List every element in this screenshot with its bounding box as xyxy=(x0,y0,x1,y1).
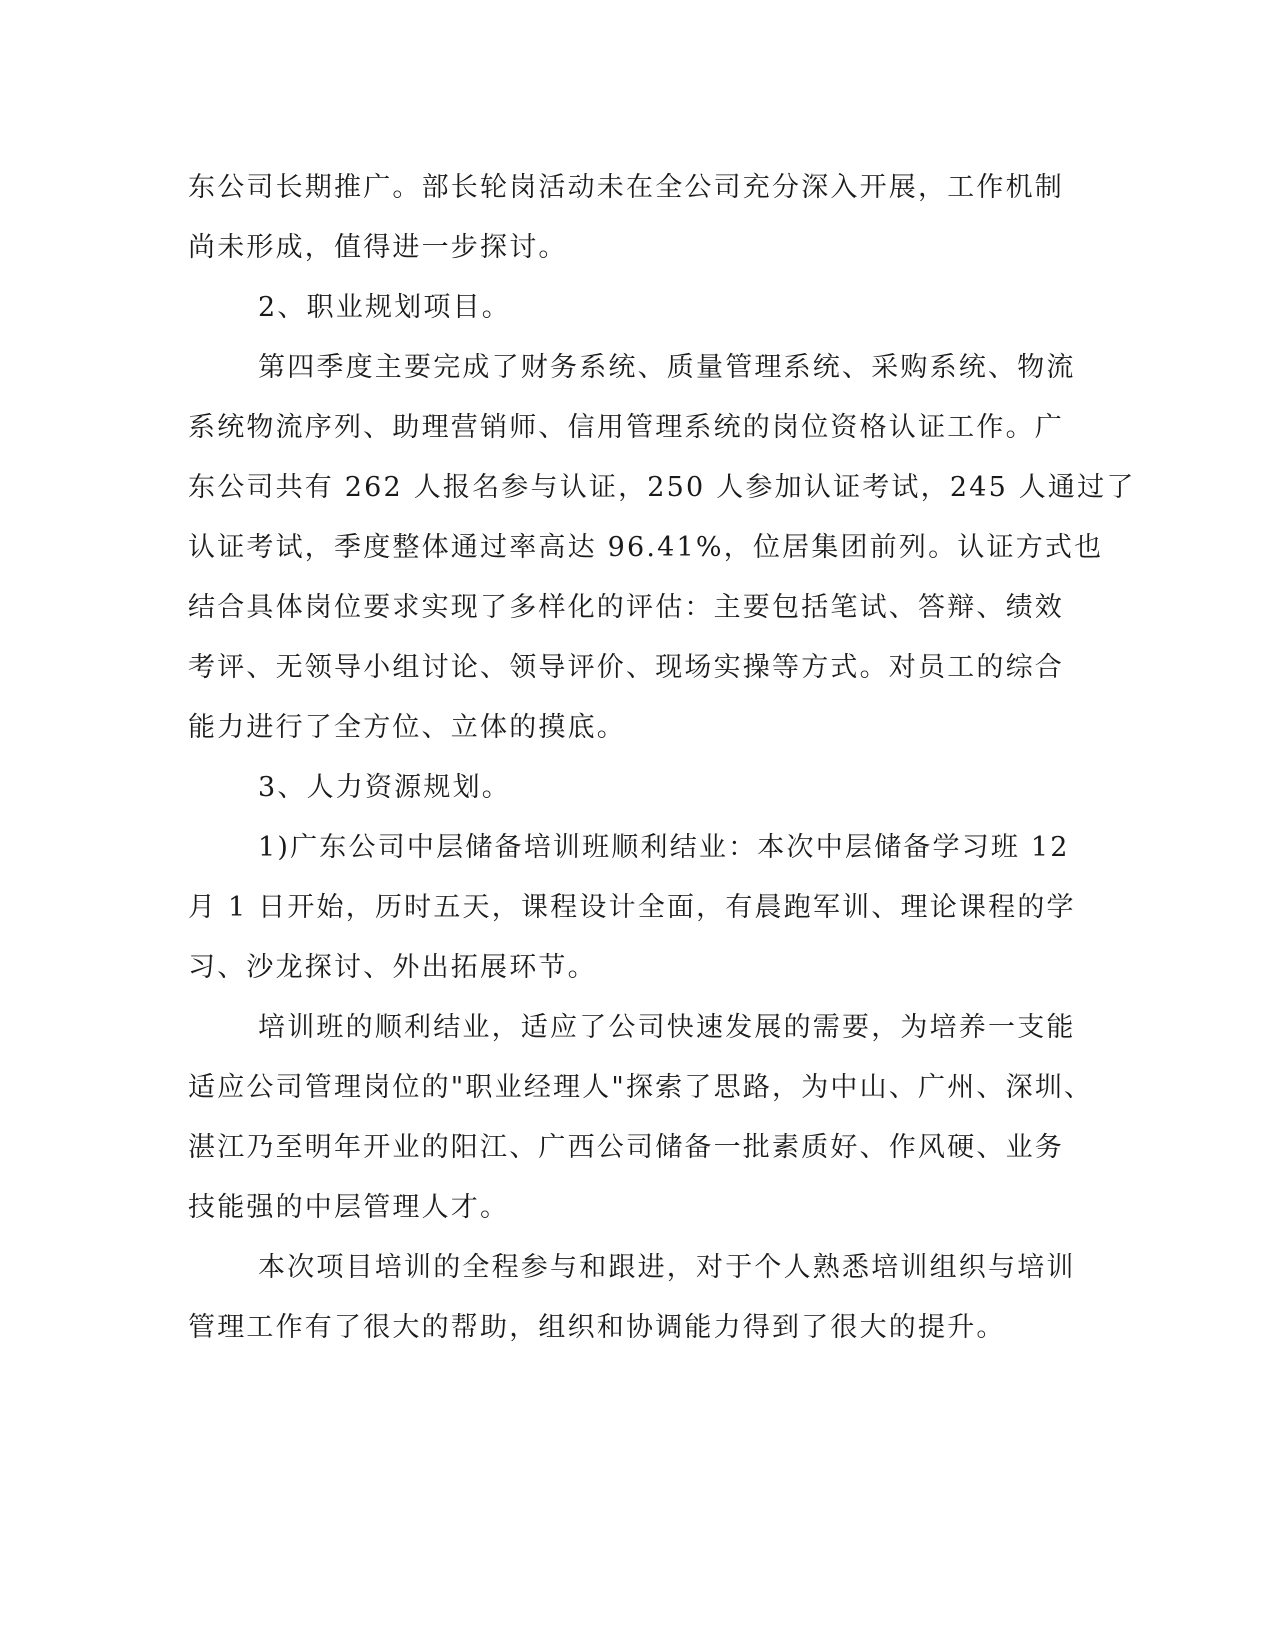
text-line: 结合具体岗位要求实现了多样化的评估：主要包括笔试、答辩、绩效 xyxy=(188,592,1064,623)
text-line: 能力进行了全方位、立体的摸底。 xyxy=(188,712,626,743)
text-line: 1)广东公司中层储备培训班顺利结业：本次中层储备学习班 12 xyxy=(258,832,1070,863)
text-line: 适应公司管理岗位的"职业经理人"探索了思路，为中山、广州、深圳、 xyxy=(188,1072,1094,1103)
text-line: 第四季度主要完成了财务系统、质量管理系统、采购系统、物流 xyxy=(258,352,1076,383)
text-line: 培训班的顺利结业，适应了公司快速发展的需要，为培养一支能 xyxy=(258,1012,1076,1043)
text-line: 系统物流序列、助理营销师、信用管理系统的岗位资格认证工作。广 xyxy=(188,412,1064,443)
text-line: 考评、无领导小组讨论、领导评价、现场实操等方式。对员工的综合 xyxy=(188,652,1064,683)
text-line: 东公司共有 262 人报名参与认证，250 人参加认证考试，245 人通过了 xyxy=(188,472,1136,503)
text-line: 湛江乃至明年开业的阳江、广西公司储备一批素质好、作风硬、业务 xyxy=(188,1132,1064,1163)
text-line: 2、职业规划项目。 xyxy=(258,292,511,323)
text-line: 习、沙龙探讨、外出拓展环节。 xyxy=(188,952,597,983)
text-line: 本次项目培训的全程参与和跟进，对于个人熟悉培训组织与培训 xyxy=(258,1252,1076,1283)
text-line: 管理工作有了很大的帮助，组织和协调能力得到了很大的提升。 xyxy=(188,1312,1006,1343)
text-line: 尚未形成，值得进一步探讨。 xyxy=(188,232,568,263)
text-line: 认证考试，季度整体通过率高达 96.41%，位居集团前列。认证方式也 xyxy=(188,532,1104,563)
text-line: 3、人力资源规划。 xyxy=(258,772,511,803)
document-body xyxy=(188,158,1136,1358)
text-line: 技能强的中层管理人才。 xyxy=(188,1192,510,1223)
text-line: 东公司长期推广。部长轮岗活动未在全公司充分深入开展，工作机制 xyxy=(188,172,1064,203)
text-line: 月 1 日开始，历时五天，课程设计全面，有晨跑军训、理论课程的学 xyxy=(188,892,1076,923)
